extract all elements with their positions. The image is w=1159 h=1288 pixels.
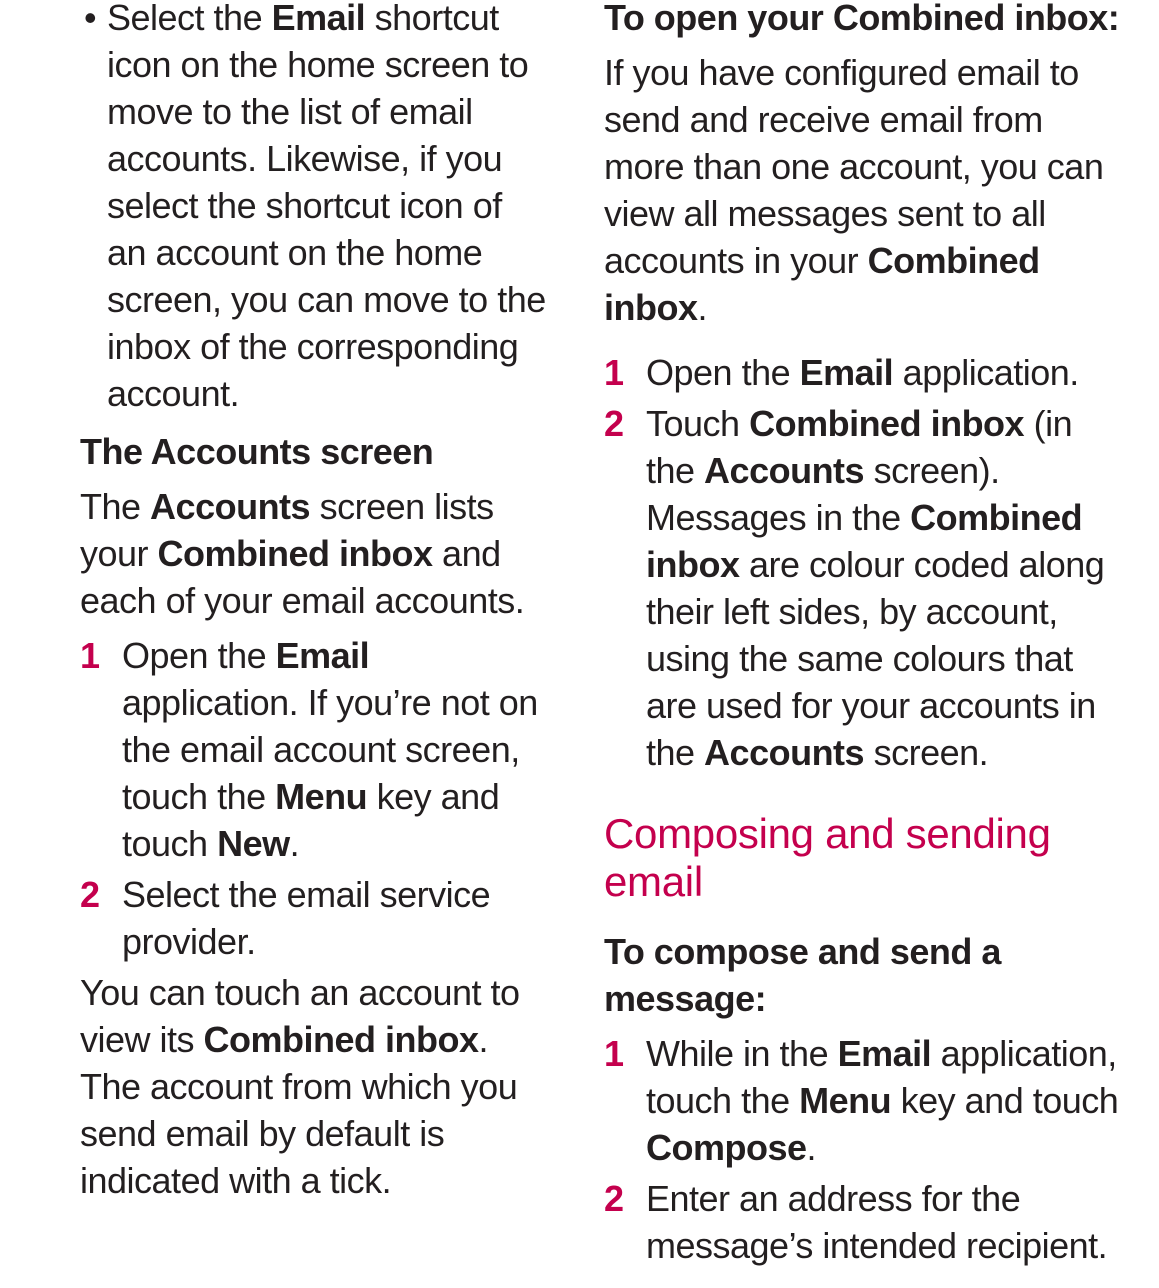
step-number: 2 <box>604 403 624 444</box>
step-text: application. <box>893 352 1079 393</box>
step-text: are colour coded along their left sides, by account, using the same colours that are used for your accounts in the <box>646 544 1105 773</box>
bullet-text: shortcut icon on the home screen to move to the list of email accounts. Likewise, if you select the shortcut icon of an account on the home screen, you can move to the inbox of the corresponding account. <box>107 0 546 414</box>
email-term: Email <box>275 635 370 676</box>
step-number: 2 <box>80 874 100 915</box>
step-text: . <box>289 823 300 864</box>
step-text: Open the <box>646 352 800 393</box>
step-text: Open the <box>122 635 276 676</box>
bullet-email-term: Email <box>271 0 366 38</box>
accounts-step-2 <box>80 871 550 965</box>
combined-intro-text: If you have configured email to send and receive email from more than one account, you can view all messages sent to all accounts in your <box>604 52 1104 281</box>
step-text: screen). Messages in the <box>646 450 1000 538</box>
accounts-intro-text: screen lists your <box>80 486 494 574</box>
accounts-intro-paragraph <box>80 483 550 624</box>
compose-heading: To compose and send a message: <box>604 931 1001 1019</box>
combined-inbox-heading: To open your Combined inbox: <box>604 0 1120 38</box>
new-term: New <box>217 823 290 864</box>
closing-text: You can touch an account to view its <box>80 972 520 1060</box>
accounts-intro-text: and each of your email accounts. <box>80 533 525 621</box>
accounts-intro-text: The <box>80 486 151 527</box>
email-term: Email <box>837 1033 932 1074</box>
step-number: 1 <box>80 635 100 676</box>
accounts-term: Accounts <box>150 486 311 527</box>
step-text: screen. <box>864 732 989 773</box>
composing-section-title: Composing and sending email <box>604 810 1051 905</box>
bullet-text: Select the <box>107 0 272 38</box>
step-text: Touch <box>646 403 750 444</box>
step-text: While in the <box>646 1033 838 1074</box>
step-text: Enter an address for the message’s intended recipient. <box>646 1178 1108 1266</box>
compose-step-1 <box>604 1030 1124 1171</box>
accounts-term: Accounts <box>704 450 865 491</box>
step-text: . <box>806 1127 817 1168</box>
combined-inbox-term: Combined inbox <box>604 240 1040 328</box>
combined-inbox-intro <box>604 49 1124 331</box>
combined-intro-text: . <box>697 287 708 328</box>
email-shortcut-bullet <box>80 0 550 417</box>
step-number: 1 <box>604 352 624 393</box>
step-text: key and touch <box>122 776 500 864</box>
compose-step-2 <box>604 1175 1124 1269</box>
combined-step-1 <box>604 349 1124 396</box>
step-number: 1 <box>604 1033 624 1074</box>
accounts-step-1 <box>80 632 550 867</box>
step-text: (in the <box>646 403 1073 491</box>
step-number: 2 <box>604 1178 624 1219</box>
step-text: application. If you’re not on the email account screen, touch the <box>122 682 538 817</box>
compose-term: Compose <box>646 1127 807 1168</box>
combined-inbox-term: Combined inbox <box>157 533 433 574</box>
accounts-term: Accounts <box>704 732 865 773</box>
step-text: key and touch <box>891 1080 1119 1121</box>
step-text: application, touch the <box>646 1033 1117 1121</box>
combined-inbox-term: Combined inbox <box>646 497 1083 585</box>
menu-term: Menu <box>799 1080 892 1121</box>
left-column <box>80 0 550 1204</box>
combined-inbox-term: Combined inbox <box>203 1019 479 1060</box>
menu-term: Menu <box>275 776 368 817</box>
email-term: Email <box>799 352 894 393</box>
closing-text: . The account from which you send email by default is indicated with a tick. <box>80 1019 518 1201</box>
combined-step-2 <box>604 400 1124 776</box>
bullet-dot: • <box>84 0 97 38</box>
right-column <box>604 0 1124 1269</box>
accounts-closing-paragraph <box>80 969 550 1204</box>
combined-inbox-term: Combined inbox <box>749 403 1025 444</box>
accounts-screen-heading: The Accounts screen <box>80 431 434 472</box>
step-text: Select the email service provider. <box>122 874 491 962</box>
